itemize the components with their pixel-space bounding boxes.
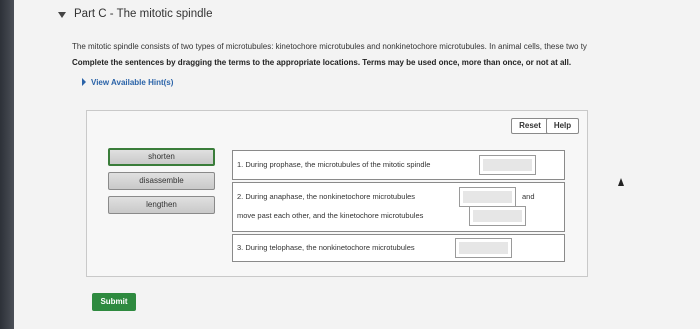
sentence-2-text-a: 2. During anaphase, the nonkinetochore microtubules xyxy=(237,192,416,201)
mouse-cursor-icon xyxy=(618,178,624,186)
question-instructions: Complete the sentences by dragging the terms to the appropriate locations. Terms may be used once, more than once, or not at all. xyxy=(72,58,572,67)
view-hints-label: View Available Hint(s) xyxy=(91,78,174,87)
view-hints-link[interactable] xyxy=(82,78,173,87)
collapse-chevron-icon[interactable] xyxy=(58,12,66,18)
sentence-2-text-b: move past each other, and the kinetochore microtubules xyxy=(237,211,424,220)
sentence-3-text: 3. During telophase, the nonkinetochore microtubules xyxy=(237,243,415,252)
help-button[interactable]: Help xyxy=(546,118,579,134)
drop-target-2a[interactable] xyxy=(459,187,516,207)
reset-button[interactable]: Reset xyxy=(511,118,549,134)
part-title: Part C - The mitotic spindle xyxy=(74,8,213,20)
sidebar-strip xyxy=(0,0,14,329)
drop-target-2b[interactable] xyxy=(469,206,526,226)
sentence-1-text: 1. During prophase, the microtubules of the mitotic spindle xyxy=(237,160,431,169)
submit-button[interactable]: Submit xyxy=(92,293,136,311)
drop-target-1[interactable] xyxy=(479,155,536,175)
expand-triangle-icon xyxy=(82,78,86,86)
term-shorten[interactable]: shorten xyxy=(108,148,215,166)
sentence-1 xyxy=(232,150,565,180)
term-disassemble[interactable]: disassemble xyxy=(108,172,215,190)
drop-target-3[interactable] xyxy=(455,238,512,258)
term-lengthen[interactable]: lengthen xyxy=(108,196,215,214)
sentence-2-and: and xyxy=(522,192,535,201)
sentence-2 xyxy=(232,182,565,232)
question-intro: The mitotic spindle consists of two types of microtubules: kinetochore microtubules and nonkinetochore microtubules. In animal cells, these two ty xyxy=(72,42,587,51)
sentence-3 xyxy=(232,234,565,262)
